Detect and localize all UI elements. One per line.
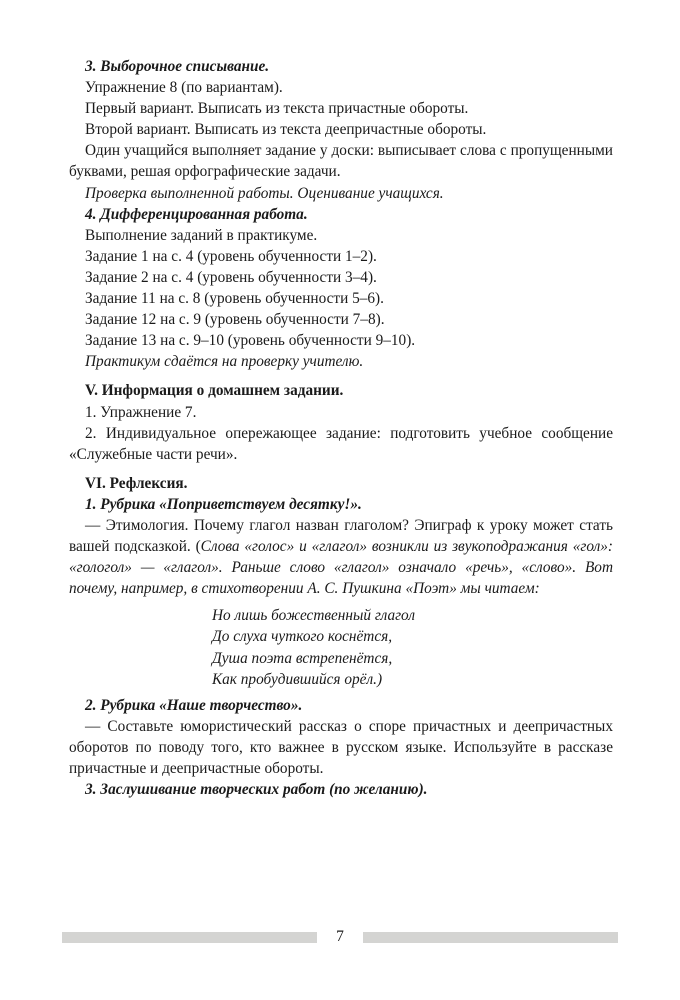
section-4-task-1: Задание 1 на с. 4 (уровень обученности 1–2). <box>85 247 377 265</box>
section-4-line-1: Выполнение заданий в практикуме. <box>85 226 318 244</box>
etymology-question-text: — Этимология. Почему глагол назван глаголом? Эпиграф к уроку может стать вашей подсказкой. ( <box>69 516 613 556</box>
section-6-heading: VI. Рефлексия. <box>85 474 188 492</box>
section-3-line-2: Первый вариант. Выписать из текста причастные обороты. <box>85 100 469 118</box>
section-3-line-3: Второй вариант. Выписать из текста деепричастные обороты. <box>85 121 487 139</box>
section-3-paragraph: Один учащийся выполняет задание у доски: выписывает слова с пропущенными буквами, решая орфографические задачи. <box>69 142 613 181</box>
poem-quote-block <box>69 605 613 689</box>
footer-rule-right <box>363 932 618 943</box>
page-number: 7 <box>336 928 344 946</box>
section-6-sub-2-heading: 2. Рубрика «Наше творчество». <box>85 696 303 714</box>
section-3-heading: 3. Выборочное списывание. <box>85 58 270 75</box>
section-5-item-1: 1. Упражнение 7. <box>85 403 197 421</box>
section-4-italic-note: Практикум сдаётся на проверку учителю. <box>85 353 364 371</box>
poem-line-1: Но лишь божественный глагол <box>212 607 415 625</box>
section-6-sub-2-text: — Составьте юмористический рассказ о споре причастных и деепричастных оборотов по поводу того, кто важнее в русском языке. Используйте в рассказе причастные и деепричастные обороты. <box>69 717 613 777</box>
section-5-heading: V. Информация о домашнем задании. <box>85 382 344 400</box>
section-4-heading: 4. Дифференцированная работа. <box>85 205 308 223</box>
section-4-task-3: Задание 11 на с. 8 (уровень обученности 5–6). <box>85 290 384 308</box>
section-6-sub-1-text <box>69 515 613 599</box>
section-5-item-2: 2. Индивидуальное опережающее задание: подготовить учебное сообщение «Служебные части речи». <box>69 424 613 463</box>
section-3-italic-note: Проверка выполненной работы. Оценивание учащихся. <box>85 184 444 202</box>
section-4-task-2: Задание 2 на с. 4 (уровень обученности 3–4). <box>85 268 377 286</box>
section-6-sub-1-heading: 1. Рубрика «Поприветствуем десятку!». <box>85 495 362 513</box>
etymology-explanation-text: Слова «голос» и «глагол» возникли из звукоподражания «гол»: «гологол» — «глагол». Раньше слово «глагол» означало «речь», «слово». Вот почему, например, в стихотворении А. С. Пушкина «Поэт» мы читаем: <box>69 538 613 598</box>
section-4-task-4: Задание 12 на с. 9 (уровень обученности 7–8). <box>85 311 385 329</box>
section-3-line-1: Упражнение 8 (по вариантам). <box>85 79 283 97</box>
poem-line-3: Душа поэта встрепенётся, <box>212 649 393 667</box>
footer-rule-left <box>62 932 317 943</box>
page-content <box>69 56 613 800</box>
page-footer <box>0 924 680 950</box>
section-6-sub-3-heading: 3. Заслушивание творческих работ (по желанию). <box>85 781 428 799</box>
poem-line-4: Как пробудившийся орёл.) <box>212 670 383 688</box>
section-4-task-5: Задание 13 на с. 9–10 (уровень обученности 9–10). <box>85 332 416 350</box>
poem-line-2: До слуха чуткого коснётся, <box>212 628 393 646</box>
